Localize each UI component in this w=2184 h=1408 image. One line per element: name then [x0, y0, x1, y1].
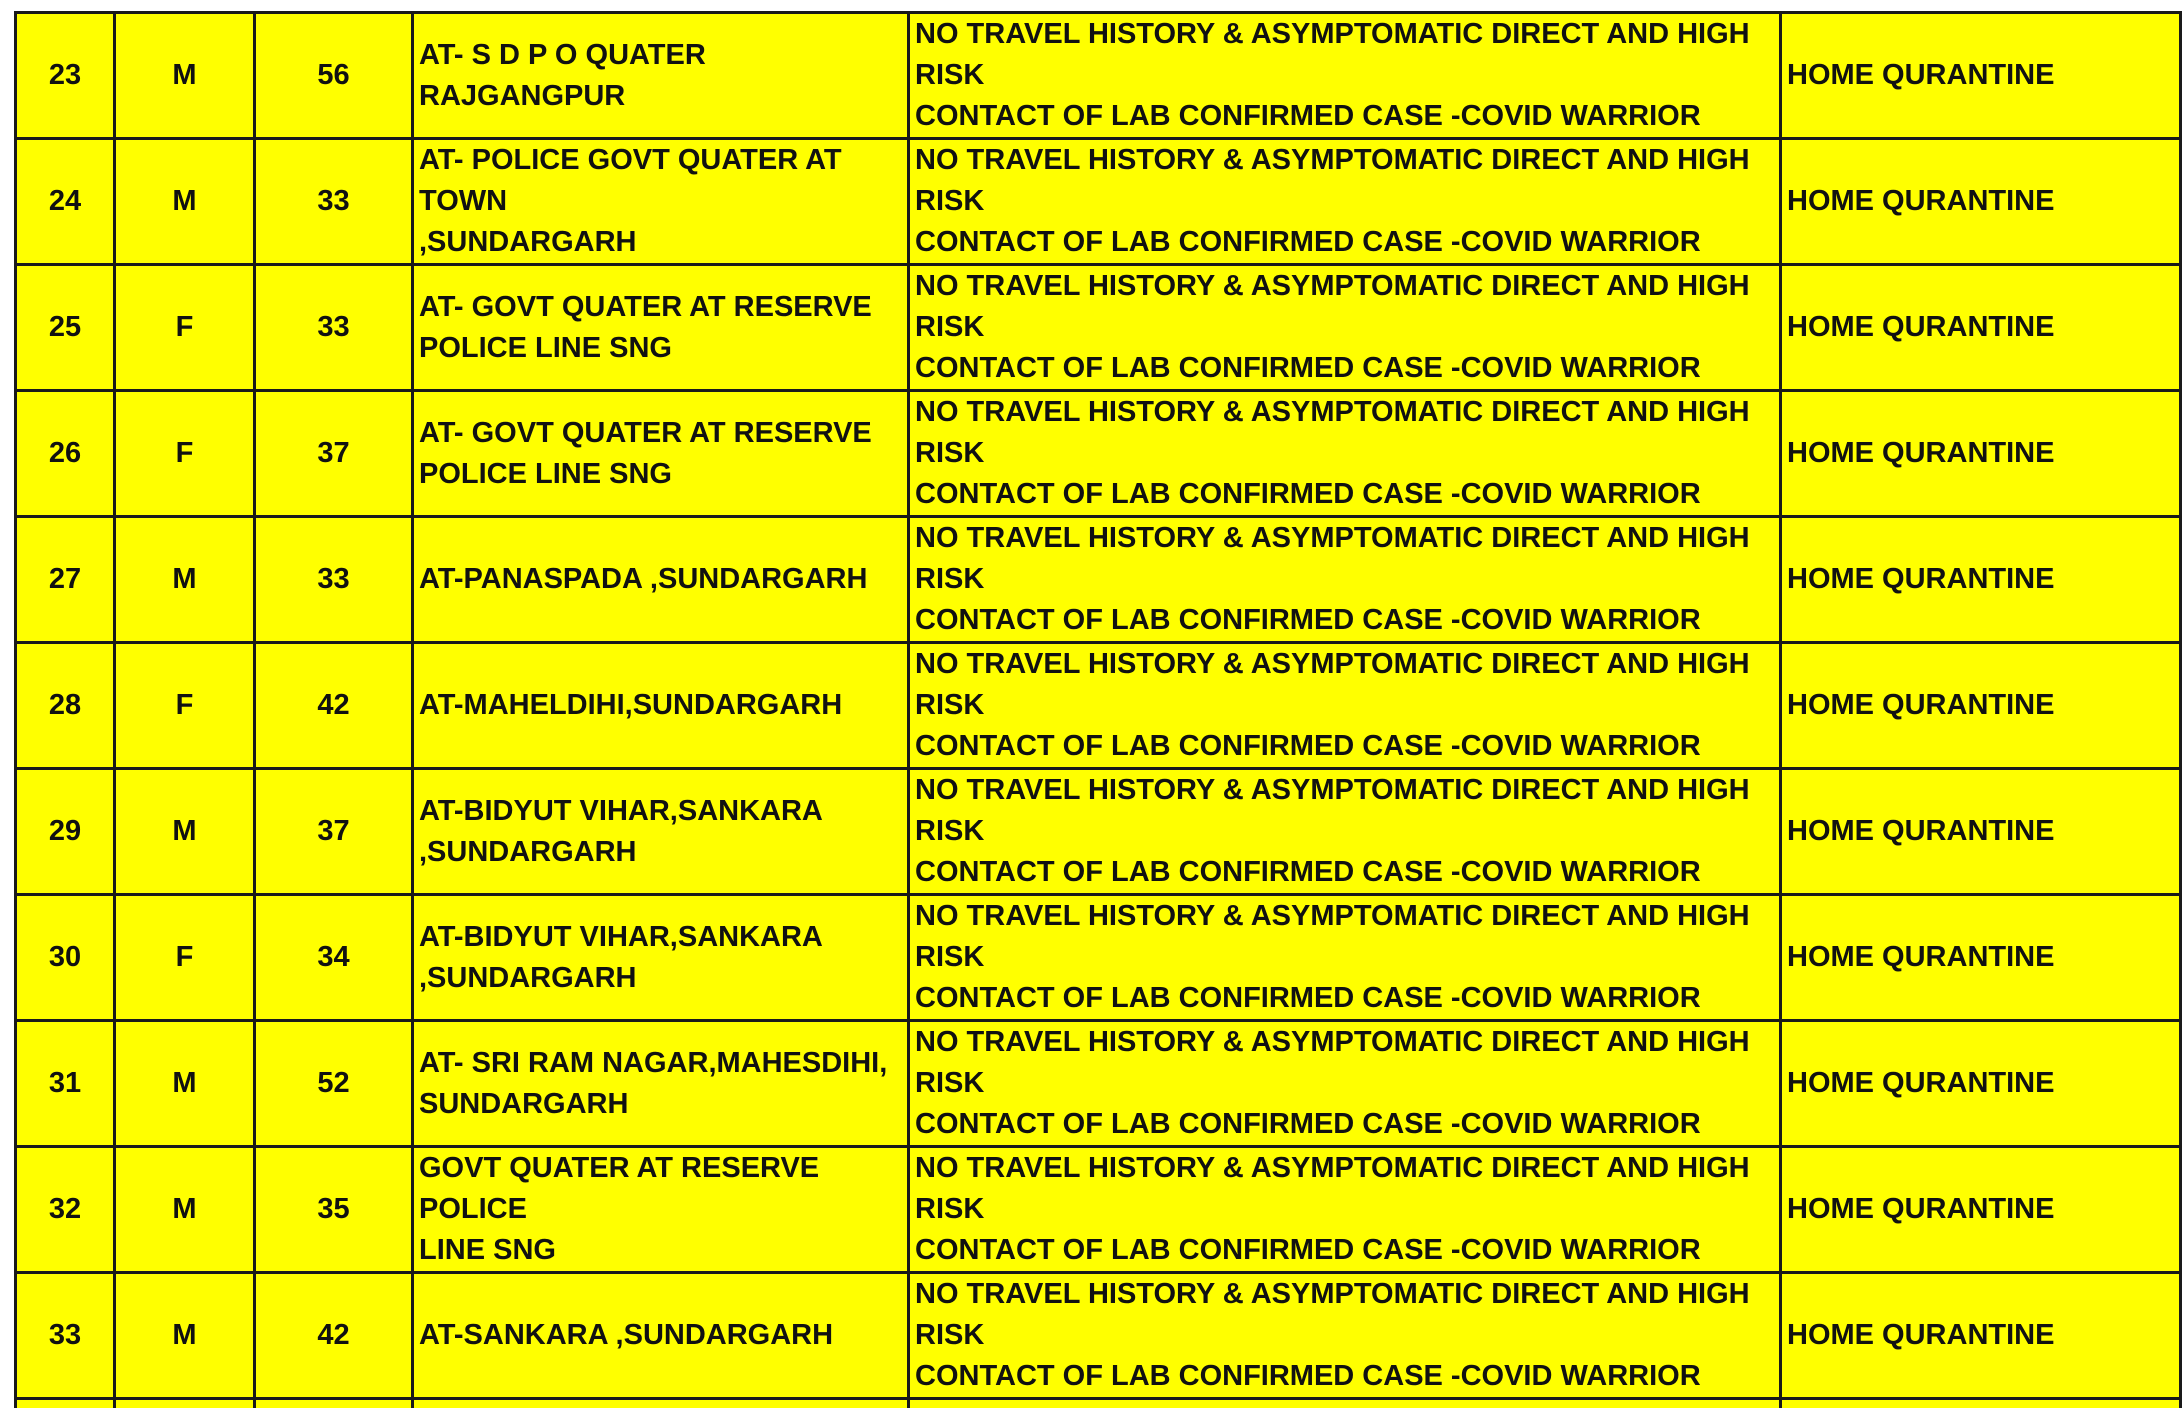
address-cell-line: ,SUNDARGARH [419, 832, 902, 873]
serial-number-cell: 33 [16, 1273, 115, 1399]
table-row [16, 265, 2181, 391]
table-row [16, 769, 2181, 895]
age-cell: 33 [255, 139, 413, 265]
table-row [16, 517, 2181, 643]
sex-cell: F [115, 391, 255, 517]
address-cell-line: LINE SNG [419, 1230, 902, 1271]
address-cell-line: ,SUNDARGARH [419, 222, 902, 263]
travel-history-cell [909, 769, 1781, 895]
travel-history-cell-line: CONTACT OF LAB CONFIRMED CASE -COVID WARRIOR [915, 1230, 1774, 1271]
partial-cell [16, 1399, 115, 1408]
address-cell-line: AT- S D P O QUATER RAJGANGPUR [419, 35, 902, 117]
travel-history-cell-line: NO TRAVEL HISTORY & ASYMPTOMATIC DIRECT AND HIGH RISK [915, 896, 1774, 978]
address-cell-line: SUNDARGARH [419, 1084, 902, 1125]
address-cell-line: AT-PANASPADA ,SUNDARGARH [419, 559, 902, 600]
address-cell-line: POLICE LINE SNG [419, 454, 902, 495]
travel-history-cell-line: CONTACT OF LAB CONFIRMED CASE -COVID WARRIOR [915, 474, 1774, 515]
table-row [16, 13, 2181, 139]
travel-history-cell-line: NO TRAVEL HISTORY & ASYMPTOMATIC DIRECT AND HIGH RISK [915, 1274, 1774, 1356]
age-cell: 35 [255, 1147, 413, 1273]
travel-history-cell-line: NO TRAVEL HISTORY & ASYMPTOMATIC DIRECT AND HIGH RISK [915, 266, 1774, 348]
travel-history-cell-line: CONTACT OF LAB CONFIRMED CASE -COVID WARRIOR [915, 96, 1774, 137]
travel-history-cell-line: CONTACT OF LAB CONFIRMED CASE -COVID WARRIOR [915, 222, 1774, 263]
quarantine-status-cell: HOME QURANTINE [1781, 13, 2181, 139]
sex-cell: F [115, 895, 255, 1021]
age-cell: 37 [255, 769, 413, 895]
quarantine-status-cell: HOME QURANTINE [1781, 1021, 2181, 1147]
partial-cell [413, 1399, 909, 1408]
travel-history-cell-line: NO TRAVEL HISTORY & ASYMPTOMATIC DIRECT AND HIGH RISK [915, 518, 1774, 600]
sex-cell: F [115, 643, 255, 769]
address-cell [413, 391, 909, 517]
sex-cell: M [115, 517, 255, 643]
address-cell [413, 895, 909, 1021]
patient-table-body [16, 13, 2181, 1408]
serial-number-cell: 29 [16, 769, 115, 895]
partial-cell [909, 1399, 1781, 1408]
travel-history-cell-line: NO TRAVEL HISTORY & ASYMPTOMATIC DIRECT AND HIGH RISK [915, 140, 1774, 222]
age-cell: 33 [255, 517, 413, 643]
partial-cell [1781, 1399, 2181, 1408]
address-cell [413, 769, 909, 895]
quarantine-status-cell: HOME QURANTINE [1781, 643, 2181, 769]
sex-cell: M [115, 1273, 255, 1399]
partial-cell [255, 1399, 413, 1408]
age-cell: 42 [255, 643, 413, 769]
address-cell-line: AT- GOVT QUATER AT RESERVE [419, 287, 902, 328]
address-cell [413, 13, 909, 139]
serial-number-cell: 24 [16, 139, 115, 265]
serial-number-cell: 28 [16, 643, 115, 769]
quarantine-status-cell: HOME QURANTINE [1781, 139, 2181, 265]
table-row [16, 139, 2181, 265]
quarantine-status-cell: HOME QURANTINE [1781, 265, 2181, 391]
travel-history-cell [909, 1021, 1781, 1147]
table-row [16, 1021, 2181, 1147]
sex-cell: M [115, 1021, 255, 1147]
address-cell-line: AT- GOVT QUATER AT RESERVE [419, 413, 902, 454]
serial-number-cell: 26 [16, 391, 115, 517]
address-cell [413, 1021, 909, 1147]
travel-history-cell-line: CONTACT OF LAB CONFIRMED CASE -COVID WARRIOR [915, 1104, 1774, 1145]
serial-number-cell: 32 [16, 1147, 115, 1273]
age-cell: 37 [255, 391, 413, 517]
address-cell-line: POLICE LINE SNG [419, 328, 902, 369]
quarantine-status-cell: HOME QURANTINE [1781, 769, 2181, 895]
travel-history-cell [909, 265, 1781, 391]
serial-number-cell: 31 [16, 1021, 115, 1147]
travel-history-cell-line: CONTACT OF LAB CONFIRMED CASE -COVID WARRIOR [915, 726, 1774, 767]
address-cell-line: AT-MAHELDIHI,SUNDARGARH [419, 685, 902, 726]
address-cell [413, 265, 909, 391]
address-cell [413, 517, 909, 643]
sex-cell: M [115, 139, 255, 265]
table-row-partial [16, 1399, 2181, 1408]
quarantine-status-cell: HOME QURANTINE [1781, 895, 2181, 1021]
address-cell-line: AT- SRI RAM NAGAR,MAHESDIHI, [419, 1043, 902, 1084]
address-cell-line: GOVT QUATER AT RESERVE POLICE [419, 1148, 902, 1230]
address-cell [413, 643, 909, 769]
travel-history-cell [909, 139, 1781, 265]
travel-history-cell [909, 895, 1781, 1021]
travel-history-cell [909, 13, 1781, 139]
age-cell: 42 [255, 1273, 413, 1399]
quarantine-status-cell: HOME QURANTINE [1781, 1273, 2181, 1399]
age-cell: 52 [255, 1021, 413, 1147]
sex-cell: M [115, 769, 255, 895]
age-cell: 34 [255, 895, 413, 1021]
sex-cell: M [115, 1147, 255, 1273]
address-cell-line: ,SUNDARGARH [419, 958, 902, 999]
serial-number-cell: 25 [16, 265, 115, 391]
age-cell: 56 [255, 13, 413, 139]
table-row [16, 1273, 2181, 1399]
travel-history-cell-line: CONTACT OF LAB CONFIRMED CASE -COVID WARRIOR [915, 1356, 1774, 1397]
address-cell [413, 1147, 909, 1273]
travel-history-cell-line: NO TRAVEL HISTORY & ASYMPTOMATIC DIRECT AND HIGH RISK [915, 1148, 1774, 1230]
left-margin [0, 0, 14, 1306]
address-cell [413, 1273, 909, 1399]
travel-history-cell-line: NO TRAVEL HISTORY & ASYMPTOMATIC DIRECT AND HIGH RISK [915, 644, 1774, 726]
travel-history-cell [909, 1273, 1781, 1399]
travel-history-cell [909, 1147, 1781, 1273]
travel-history-cell-line: CONTACT OF LAB CONFIRMED CASE -COVID WARRIOR [915, 852, 1774, 893]
travel-history-cell [909, 643, 1781, 769]
table-row [16, 391, 2181, 517]
travel-history-cell-line: NO TRAVEL HISTORY & ASYMPTOMATIC DIRECT AND HIGH RISK [915, 14, 1774, 96]
travel-history-cell-line: CONTACT OF LAB CONFIRMED CASE -COVID WARRIOR [915, 978, 1774, 1019]
travel-history-cell [909, 517, 1781, 643]
partial-cell [115, 1399, 255, 1408]
address-cell-line: AT- POLICE GOVT QUATER AT TOWN [419, 140, 902, 222]
travel-history-cell-line: NO TRAVEL HISTORY & ASYMPTOMATIC DIRECT AND HIGH RISK [915, 392, 1774, 474]
serial-number-cell: 23 [16, 13, 115, 139]
address-cell-line: AT-BIDYUT VIHAR,SANKARA [419, 791, 902, 832]
quarantine-status-cell: HOME QURANTINE [1781, 1147, 2181, 1273]
travel-history-cell-line: NO TRAVEL HISTORY & ASYMPTOMATIC DIRECT AND HIGH RISK [915, 770, 1774, 852]
patient-table [14, 11, 2182, 1408]
table-row [16, 1147, 2181, 1273]
quarantine-status-cell: HOME QURANTINE [1781, 517, 2181, 643]
age-cell: 33 [255, 265, 413, 391]
serial-number-cell: 27 [16, 517, 115, 643]
sex-cell: M [115, 13, 255, 139]
address-cell [413, 139, 909, 265]
travel-history-cell-line: CONTACT OF LAB CONFIRMED CASE -COVID WARRIOR [915, 348, 1774, 389]
address-cell-line: AT-BIDYUT VIHAR,SANKARA [419, 917, 902, 958]
sex-cell: F [115, 265, 255, 391]
quarantine-status-cell: HOME QURANTINE [1781, 391, 2181, 517]
travel-history-cell-line: NO TRAVEL HISTORY & ASYMPTOMATIC DIRECT AND HIGH RISK [915, 1022, 1774, 1104]
travel-history-cell-line: CONTACT OF LAB CONFIRMED CASE -COVID WARRIOR [915, 600, 1774, 641]
address-cell-line: AT-SANKARA ,SUNDARGARH [419, 1315, 902, 1356]
table-row [16, 643, 2181, 769]
travel-history-cell [909, 391, 1781, 517]
table-row [16, 895, 2181, 1021]
serial-number-cell: 30 [16, 895, 115, 1021]
